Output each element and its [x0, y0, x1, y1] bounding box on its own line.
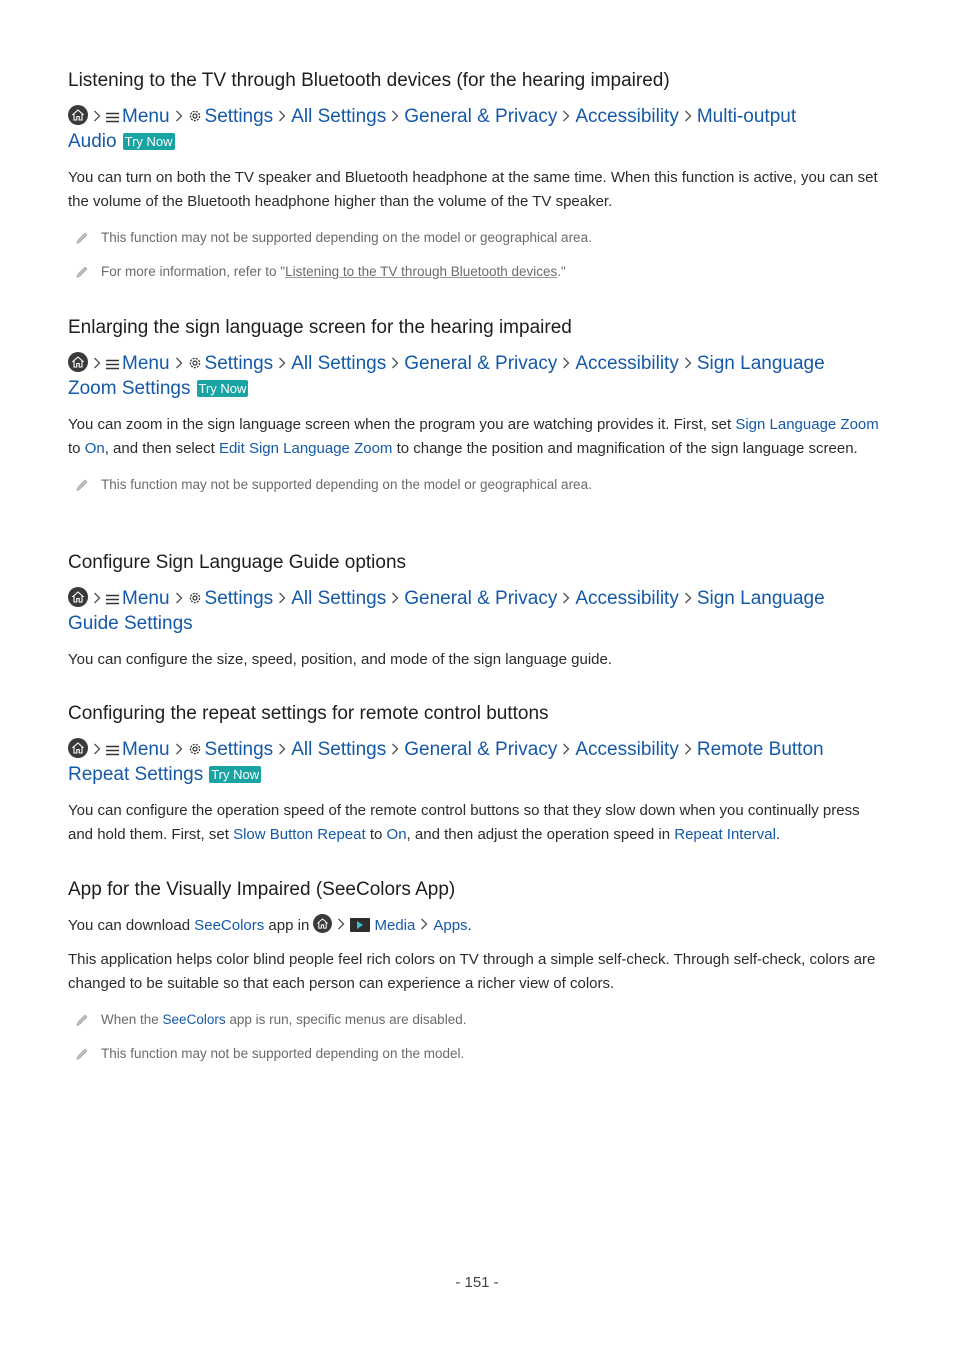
note — [68, 228, 888, 248]
breadcrumb-target-part2[interactable]: Guide Settings — [68, 613, 193, 634]
home-icon[interactable] — [68, 105, 88, 125]
body-text: . — [775, 826, 781, 843]
note-text: app is run, specific menus are disabled. — [225, 1012, 467, 1027]
setting-value: On — [386, 826, 407, 843]
section-sign-language-zoom — [68, 316, 888, 495]
breadcrumb-menu[interactable]: Menu — [122, 588, 170, 609]
section-body: You can turn on both the TV speaker and Bluetooth headphone at the same time. When this function is active, you can set the volume of the Bluetooth headphone higher than the volume of the TV speaker. — [68, 169, 878, 210]
breadcrumb-all-settings[interactable]: All Settings — [291, 739, 387, 760]
breadcrumb-settings[interactable]: Settings — [204, 588, 274, 609]
download-line — [68, 914, 888, 938]
chevron-right-icon — [93, 738, 101, 762]
home-icon[interactable] — [68, 352, 88, 372]
note-text: This function may not be supported depending on the model. — [101, 1046, 465, 1061]
breadcrumb-target-part2[interactable]: Zoom Settings — [68, 378, 191, 399]
breadcrumb-target-part1[interactable]: Remote Button — [696, 739, 824, 760]
section-body — [68, 799, 888, 847]
breadcrumb-target-part2[interactable]: Audio — [68, 131, 117, 152]
body-text: to — [68, 440, 85, 457]
breadcrumb — [68, 105, 888, 154]
section-bluetooth-hearing — [68, 69, 888, 282]
chevron-right-icon — [391, 587, 399, 611]
note-text-post: ." — [557, 264, 566, 279]
setting-name: Edit Sign Language Zoom — [218, 440, 393, 457]
pencil-icon — [75, 1047, 89, 1067]
breadcrumb-apps[interactable]: Apps — [433, 917, 468, 934]
breadcrumb-settings[interactable]: Settings — [204, 739, 274, 760]
breadcrumb-general-privacy[interactable]: General & Privacy — [404, 353, 558, 374]
setting-name: Repeat Interval — [674, 826, 776, 843]
section-sign-language-guide — [68, 551, 888, 672]
breadcrumb-menu[interactable]: Menu — [122, 106, 170, 127]
section-title: Enlarging the sign language screen for the hearing impaired — [68, 317, 572, 338]
chevron-right-icon — [684, 738, 692, 762]
breadcrumb-all-settings[interactable]: All Settings — [291, 106, 387, 127]
breadcrumb-all-settings[interactable]: All Settings — [291, 588, 387, 609]
section-title: Listening to the TV through Bluetooth devices (for the hearing impaired) — [68, 70, 670, 91]
gear-icon — [188, 353, 202, 377]
pencil-icon — [75, 231, 89, 251]
breadcrumb-accessibility[interactable]: Accessibility — [575, 739, 679, 760]
chevron-right-icon — [391, 738, 399, 762]
body-text: app in — [264, 917, 314, 934]
section-body: This application helps color blind people feel rich colors on TV through a simple self-check. Through self-check, colors are changed to be suitable so that each person can experience a richer view of colors. — [68, 951, 876, 992]
gear-icon — [188, 588, 202, 612]
chevron-right-icon — [420, 914, 428, 938]
try-now-button[interactable]: Try Now — [211, 767, 260, 782]
media-play-icon — [350, 918, 370, 932]
menu-icon — [106, 106, 119, 130]
chevron-right-icon — [93, 587, 101, 611]
chevron-right-icon — [278, 352, 286, 376]
section-body — [68, 413, 888, 461]
section-remote-repeat — [68, 702, 888, 847]
chevron-right-icon — [684, 105, 692, 129]
gear-icon — [188, 739, 202, 763]
breadcrumb-settings[interactable]: Settings — [204, 353, 274, 374]
chevron-right-icon — [93, 105, 101, 129]
chevron-right-icon — [278, 105, 286, 129]
chevron-right-icon — [337, 914, 345, 938]
setting-name: Sign Language Zoom — [735, 416, 879, 433]
chevron-right-icon — [278, 587, 286, 611]
chevron-right-icon — [391, 105, 399, 129]
chevron-right-icon — [391, 352, 399, 376]
section-seecolors — [68, 878, 888, 1064]
note-text: This function may not be supported depending on the model or geographical area. — [101, 230, 592, 245]
breadcrumb-menu[interactable]: Menu — [122, 353, 170, 374]
section-title: App for the Visually Impaired (SeeColors App) — [68, 879, 456, 900]
section-title: Configuring the repeat settings for remote control buttons — [68, 703, 549, 724]
breadcrumb — [68, 587, 888, 636]
breadcrumb-target-part1[interactable]: Multi-output — [696, 106, 797, 127]
chevron-right-icon — [562, 105, 570, 129]
breadcrumb-target-part1[interactable]: Sign Language — [696, 588, 825, 609]
breadcrumb-all-settings[interactable]: All Settings — [291, 353, 387, 374]
chevron-right-icon — [175, 352, 183, 376]
chevron-right-icon — [684, 352, 692, 376]
body-text: to change the position and magnification of the sign language screen. — [392, 440, 858, 457]
breadcrumb-accessibility[interactable]: Accessibility — [575, 588, 679, 609]
breadcrumb-general-privacy[interactable]: General & Privacy — [404, 739, 558, 760]
breadcrumb-accessibility[interactable]: Accessibility — [575, 106, 679, 127]
menu-icon — [106, 588, 119, 612]
home-icon[interactable] — [68, 738, 88, 758]
chevron-right-icon — [175, 738, 183, 762]
chevron-right-icon — [562, 587, 570, 611]
body-text: to — [365, 826, 387, 843]
home-icon[interactable] — [68, 587, 88, 607]
note — [68, 1044, 888, 1064]
note-text-pre: For more information, refer to " — [101, 264, 286, 279]
breadcrumb-settings[interactable]: Settings — [204, 106, 274, 127]
chevron-right-icon — [684, 587, 692, 611]
breadcrumb-general-privacy[interactable]: General & Privacy — [404, 588, 558, 609]
chevron-right-icon — [278, 738, 286, 762]
body-text: , and then adjust the operation speed in — [406, 826, 675, 843]
breadcrumb-target-part1[interactable]: Sign Language — [696, 353, 825, 374]
try-now-button[interactable]: Try Now — [124, 134, 173, 149]
menu-icon — [106, 353, 119, 377]
home-icon[interactable] — [313, 914, 332, 933]
breadcrumb-target-part2[interactable]: Repeat Settings — [68, 764, 204, 785]
section-title: Configure Sign Language Guide options — [68, 552, 407, 573]
body-text: You can download — [68, 917, 195, 934]
note-text: When the — [101, 1012, 163, 1027]
setting-value: On — [84, 440, 105, 457]
chevron-right-icon — [562, 738, 570, 762]
section-body: You can configure the size, speed, position, and mode of the sign language guide. — [68, 651, 613, 668]
body-text: , and then select — [104, 440, 219, 457]
body-text: . — [467, 917, 472, 934]
breadcrumb-general-privacy[interactable]: General & Privacy — [404, 106, 558, 127]
breadcrumb-media[interactable]: Media — [374, 917, 416, 934]
chevron-right-icon — [175, 105, 183, 129]
note — [68, 262, 888, 282]
menu-icon — [106, 739, 119, 763]
reference-link[interactable]: Listening to the TV through Bluetooth devices — [285, 264, 558, 279]
app-name: SeeColors — [162, 1012, 226, 1027]
note — [68, 475, 888, 495]
body-text: You can configure the operation speed of the remote control buttons so that they slow down when you continually press and hold them. First, set — [68, 802, 860, 843]
app-name: SeeColors — [194, 917, 265, 934]
page-number: - 151 - — [455, 1274, 499, 1291]
breadcrumb-menu[interactable]: Menu — [122, 739, 170, 760]
breadcrumb-accessibility[interactable]: Accessibility — [575, 353, 679, 374]
chevron-right-icon — [175, 587, 183, 611]
breadcrumb — [68, 738, 888, 787]
pencil-icon — [75, 478, 89, 498]
chevron-right-icon — [562, 352, 570, 376]
note — [68, 1010, 888, 1030]
try-now-button[interactable]: Try Now — [198, 381, 247, 396]
note-text: This function may not be supported depending on the model or geographical area. — [101, 477, 592, 492]
breadcrumb — [68, 352, 888, 401]
pencil-icon — [75, 1013, 89, 1033]
body-text: You can zoom in the sign language screen when the program you are watching provides it. First, set — [68, 416, 736, 433]
chevron-right-icon — [93, 352, 101, 376]
gear-icon — [188, 106, 202, 130]
pencil-icon — [75, 265, 89, 285]
setting-name: Slow Button Repeat — [233, 826, 366, 843]
